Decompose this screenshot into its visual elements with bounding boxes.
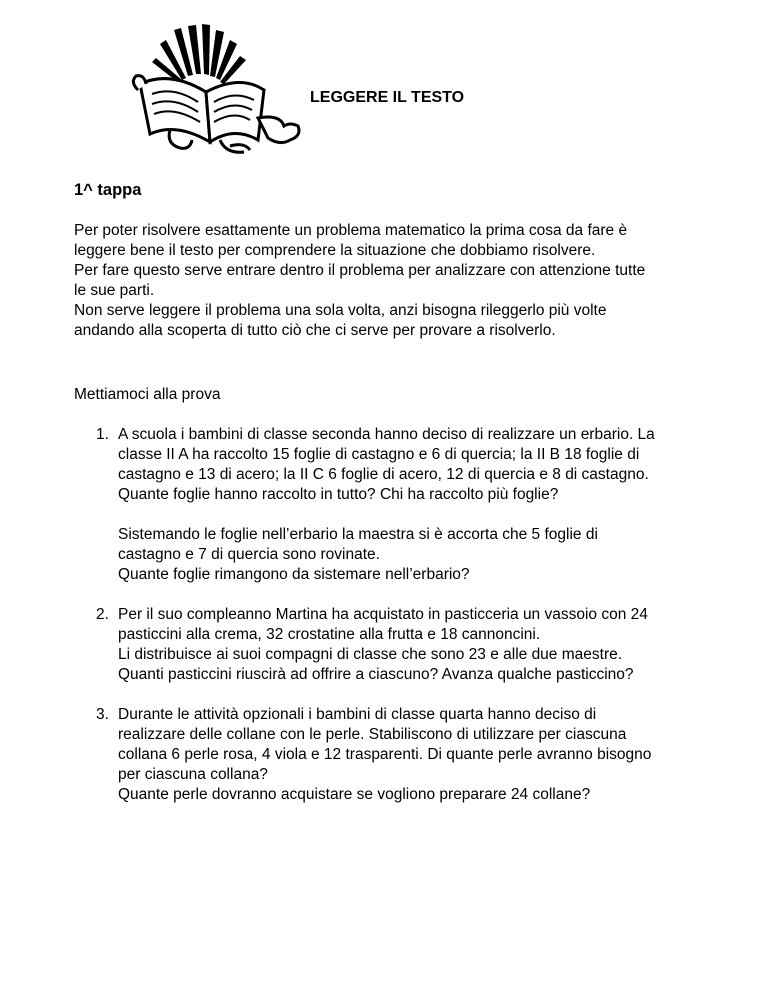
reading-character-illustration [130, 22, 310, 157]
spacer [96, 585, 716, 605]
intro-line: leggere bene il testo per comprendere la situazione che dobbiamo risolvere. [74, 242, 596, 259]
problem-item [96, 425, 716, 585]
problem-list [96, 425, 716, 805]
exercise-prompt: Mettiamoci alla prova [74, 386, 221, 403]
problem-line: Sistemando le foglie nell’erbario la maestra si è accorta che 5 foglie di [118, 526, 598, 543]
intro-paragraph [74, 221, 714, 341]
problem-line: Quante foglie hanno raccolto in tutto? Chi ha raccolto più foglie? [118, 486, 559, 503]
problem-line: castagno e 7 di quercia sono rovinate. [118, 546, 380, 563]
intro-line: Per fare questo serve entrare dentro il problema per analizzare con attenzione tutte [74, 262, 646, 279]
intro-line: Non serve leggere il problema una sola volta, anzi bisogna rileggerlo più volte [74, 302, 607, 319]
page-title: LEGGERE IL TESTO [310, 89, 465, 106]
problem-line: Quanti pasticcini riuscirà ad offrire a ciascuno? Avanza qualche pasticcino? [118, 666, 634, 683]
problem-line: A scuola i bambini di classe seconda hanno deciso di realizzare un erbario. La [118, 426, 655, 443]
problem-line: Li distribuisce ai suoi compagni di classe che sono 23 e alle due maestre. [118, 646, 623, 663]
problem-line: Durante le attività opzionali i bambini di classe quarta hanno deciso di [118, 706, 597, 723]
problem-number: 3. [96, 706, 109, 723]
problem-item [96, 705, 716, 805]
problem-line: collana 6 perle rosa, 4 viola e 12 trasparenti. Di quante perle avranno bisogno [118, 746, 652, 763]
problem-item [96, 605, 716, 685]
problem-number: 2. [96, 606, 109, 623]
problem-line: Quante perle dovranno acquistare se vogliono preparare 24 collane? [118, 786, 591, 803]
problem-line: realizzare delle collane con le perle. Stabiliscono di utilizzare per ciascuna [118, 726, 627, 743]
problem-line: classe II A ha raccolto 15 foglie di castagno e 6 di quercia; la II B 18 foglie di [118, 446, 640, 463]
stage-heading: 1^ tappa [74, 181, 142, 199]
problem-line: Per il suo compleanno Martina ha acquistato in pasticceria un vassoio con 24 [118, 606, 648, 623]
intro-line: Per poter risolvere esattamente un problema matematico la prima cosa da fare è [74, 222, 628, 239]
problem-line: per ciascuna collana? [118, 766, 268, 783]
problem-followup [118, 525, 716, 585]
problem-line: pasticcini alla crema, 32 crostatine alla frutta e 18 cannoncini. [118, 626, 541, 643]
problem-number: 1. [96, 426, 109, 443]
problem-line: Quante foglie rimangono da sistemare nell’erbario? [118, 566, 470, 583]
spacer [96, 685, 716, 705]
intro-line: andando alla scoperta di tutto ciò che ci serve per provare a risolverlo. [74, 322, 556, 339]
intro-line: le sue parti. [74, 282, 155, 299]
problem-line: castagno e 13 di acero; la II C 6 foglie di acero, 12 di quercia e 8 di castagno. [118, 466, 649, 483]
